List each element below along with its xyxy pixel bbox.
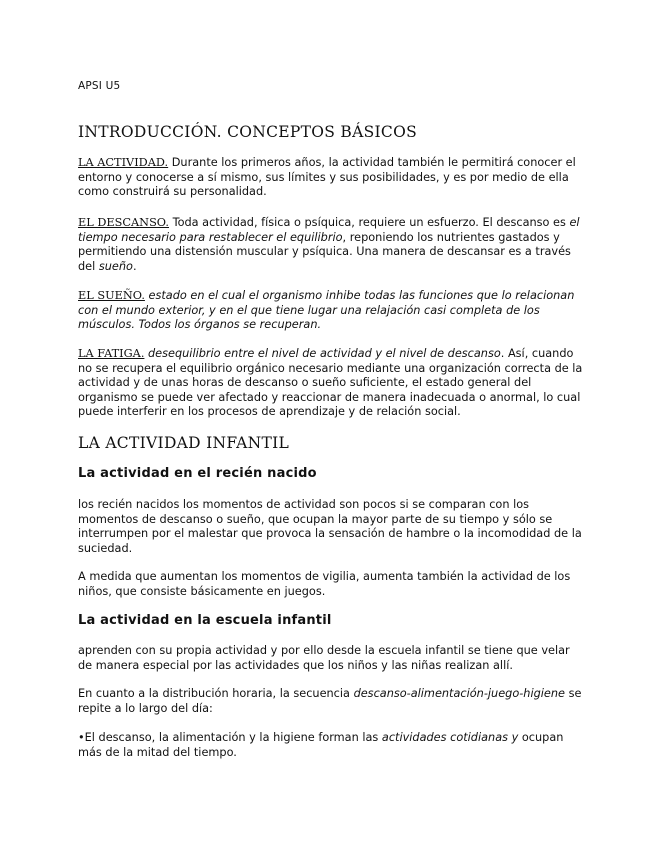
paragraph-descanso (78, 216, 583, 274)
bullet-item-actividades-cotidianas (78, 731, 583, 760)
definition-descanso-c: , reponiendo los nutrientes gastados y permitiendo una distensión muscular y psíquica. Una manera de descansar es a través del (78, 230, 571, 273)
definition-sueno: estado en el cual el organismo inhibe todas las funciones que lo relacionan con el mundo exterior, y en el que tiene lugar una relajación casi completa de los músculos. Todos los órganos se recuperan. (78, 289, 575, 331)
definition-descanso-sueno: sueño (98, 259, 133, 273)
bullet-text-emphasis: actividades cotidianas y (381, 731, 519, 744)
paragraph-recien-nacido-2: A medida que aumentan los momentos de vigilia, aumenta también la actividad de los niños, que consiste básicamente en juegos. (78, 570, 571, 598)
section-title-introduccion: INTRODUCCIÓN. CONCEPTOS BÁSICOS (78, 123, 418, 141)
definition-descanso-emphasis: el tiempo necesario para restablecer el equilibrio (78, 216, 580, 244)
paragraph-escuela-2 (78, 687, 583, 716)
paragraph-recien-nacido-1: los recién nacidos los momentos de actividad son pocos si se comparan con los momentos de descanso o sueño, que ocupan la mayor parte de su tiempo y sólo se interrumpen por el malestar que provoca la sensación de hambre o la incomodidad de la suciedad. (78, 498, 582, 555)
subsection-title-recien-nacido: La actividad en el recién nacido (78, 466, 317, 481)
term-fatiga: LA FATIGA. (78, 347, 145, 360)
sequence-emphasis: descanso-alimentación-juego-higiene (353, 687, 565, 700)
paragraph-actividad (78, 156, 583, 200)
paragraph-escuela-2-c: se repite a lo largo del día: (78, 687, 582, 715)
paragraph-sueno (78, 289, 583, 333)
term-descanso: EL DESCANSO. (78, 216, 169, 229)
document-header: APSI U5 (78, 80, 121, 92)
paragraph-fatiga (78, 347, 583, 420)
term-actividad: LA ACTIVIDAD. (78, 156, 169, 169)
section-title-actividad-infantil: LA ACTIVIDAD INFANTIL (78, 434, 290, 452)
bullet-text-c: ocupan más de la mitad del tiempo. (78, 731, 564, 759)
bullet-icon: • (78, 731, 85, 744)
definition-descanso-a: Toda actividad, física o psíquica, requiere un esfuerzo. El descanso es (169, 216, 570, 229)
definition-fatiga-emphasis: desequilibrio entre el nivel de actividad y el nivel de descanso (144, 347, 501, 360)
definition-descanso-end: . (132, 259, 137, 273)
paragraph-escuela-1: aprenden con su propia actividad y por ello desde la escuela infantil se tiene que velar de manera especial por las actividades que los niños y las niñas realizan allí. (78, 644, 570, 672)
bullet-text-a: El descanso, la alimentación y la higiene forman las (84, 731, 382, 744)
subsection-title-escuela-infantil: La actividad en la escuela infantil (78, 613, 332, 628)
paragraph-escuela-2-a: En cuanto a la distribución horaria, la secuencia (78, 687, 354, 700)
definition-fatiga: . Así, cuando no se recupera el equilibrio orgánico necesario mediante una organización correcta de la actividad y de unas horas de descanso o sueño suficiente, el estado general del organismo se puede ver afectado y reaccionar de manera inadecuada o anormal, lo cual puede interferir en los procesos de aprendizaje y de relación social. (78, 347, 583, 418)
term-sueno: EL SUEÑO. (78, 289, 145, 302)
definition-actividad: Durante los primeros años, la actividad también le permitirá conocer el entorno y conocerse a sí mismo, sus límites y sus posibilidades, y es por medio de ella como construirá su personalidad. (78, 156, 576, 198)
